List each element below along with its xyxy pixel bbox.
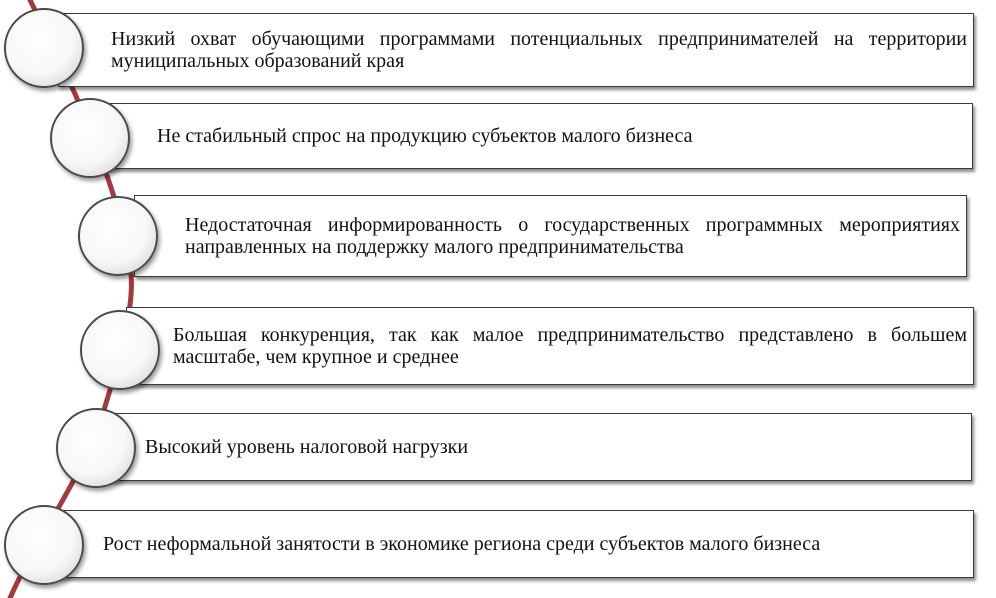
item-text-5: Высокий уровень налоговой нагрузки — [145, 436, 469, 458]
item-box-3 — [134, 195, 967, 277]
item-text-2: Не стабильный спрос на продукцию субъектов малого бизнеса — [157, 125, 693, 147]
item-marker-3 — [78, 196, 158, 276]
item-box-2 — [92, 103, 973, 169]
item-box-5 — [98, 413, 972, 481]
item-text-1: Низкий охват обучающими программами потенциальных предпринимателей на территории муниципальных образований края — [111, 28, 967, 72]
item-box-6 — [58, 510, 974, 578]
item-marker-6 — [4, 505, 84, 585]
item-marker-1 — [4, 8, 84, 88]
item-marker-4 — [80, 310, 160, 390]
item-marker-5 — [56, 408, 136, 488]
item-text-3: Недостаточная информированность о государственных программных мероприятиях направленных на поддержку малого предпринимательства — [185, 214, 960, 258]
item-box-1 — [58, 13, 974, 87]
item-box-4 — [126, 307, 974, 385]
item-text-4: Большая конкуренция, так как малое предпринимательство представлено в большем масштабе, чем крупное и среднее — [173, 324, 967, 368]
item-marker-2 — [50, 98, 130, 178]
item-text-6: Рост неформальной занятости в экономике региона среди субъектов малого бизнеса — [103, 533, 821, 555]
